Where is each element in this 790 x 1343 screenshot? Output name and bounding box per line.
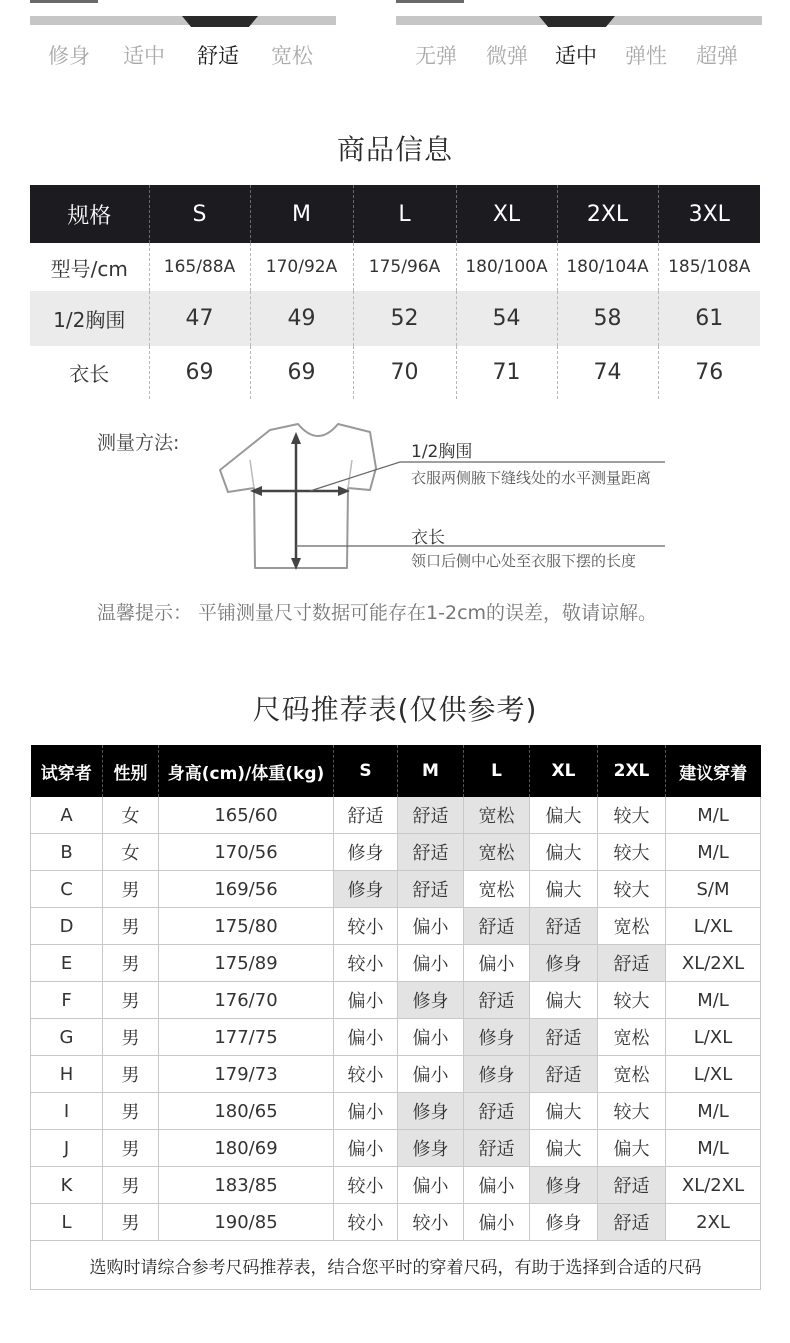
header-cell: 性别 (103, 745, 159, 797)
product-info-table (30, 185, 760, 399)
fit-cell: 较大 (598, 834, 666, 871)
row-label: 型号/cm (50, 256, 128, 281)
gender-cell: 男 (103, 908, 159, 945)
gender-cell: 男 (103, 1167, 159, 1204)
fit-cell: 偏小 (464, 945, 530, 982)
fit-cell: 舒适 (334, 797, 398, 834)
scale-bar (30, 16, 336, 25)
fit-cell: 偏小 (398, 1019, 464, 1056)
gender-cell: 男 (103, 1019, 159, 1056)
height-weight-cell: 183/85 (159, 1167, 334, 1204)
fit-cell: 舒适 (464, 982, 530, 1019)
fit-cell: 较大 (598, 982, 666, 1019)
height-weight-cell: 169/56 (159, 871, 334, 908)
tester-id-cell: A (31, 797, 103, 834)
fit-cell: 宽松 (598, 1019, 666, 1056)
scale-marker (182, 16, 258, 27)
row-label: 衣长 (69, 362, 110, 386)
table-cell: 71 (456, 346, 557, 399)
fit-cell: 宽松 (464, 834, 530, 871)
table-cell: 185/108A (658, 243, 760, 291)
gender-cell: 女 (103, 834, 159, 871)
fit-cell: 偏小 (464, 1167, 530, 1204)
fit-cell: 舒适 (398, 834, 464, 871)
table-row (31, 908, 761, 945)
table-row (30, 243, 760, 291)
fit-scale-cut (30, 0, 336, 80)
fit-cell: 舒适 (398, 797, 464, 834)
header-cell: M (398, 745, 464, 797)
fit-cell: 较大 (598, 871, 666, 908)
recommendation-rows (31, 797, 761, 1241)
header-cell: XL (456, 185, 557, 243)
header-cell: M (250, 185, 353, 243)
fit-cell: 修身 (334, 834, 398, 871)
fit-cell: 舒适 (464, 1093, 530, 1130)
scale-option: 适中 (123, 44, 165, 68)
tester-id-cell: L (31, 1204, 103, 1241)
suggested-size-cell: L/XL (666, 908, 761, 945)
header-cell: XL (530, 745, 598, 797)
scale-option-selected: 舒适 (197, 44, 239, 68)
fit-cell: 修身 (464, 1056, 530, 1093)
table-cell: 47 (149, 291, 250, 346)
fit-cell: 舒适 (464, 1130, 530, 1167)
height-weight-cell: 175/80 (159, 908, 334, 945)
fit-cell: 舒适 (398, 871, 464, 908)
suggested-size-cell: L/XL (666, 1056, 761, 1093)
scale-option: 弹性 (625, 44, 667, 68)
height-weight-cell: 180/65 (159, 1093, 334, 1130)
gender-cell: 男 (103, 982, 159, 1019)
fit-cell: 修身 (398, 1130, 464, 1167)
tester-id-cell: C (31, 871, 103, 908)
scale-option-selected: 适中 (555, 44, 597, 68)
header-cell: 3XL (658, 185, 760, 243)
table-cell: 69 (250, 346, 353, 399)
fit-cell: 修身 (530, 1204, 598, 1241)
tester-id-cell: G (31, 1019, 103, 1056)
recommendation-note-row (31, 1241, 761, 1290)
tester-id-cell: I (31, 1093, 103, 1130)
scale-option: 宽松 (271, 44, 313, 68)
height-weight-cell: 176/70 (159, 982, 334, 1019)
suggested-size-cell: 2XL (666, 1204, 761, 1241)
fit-cell: 偏小 (334, 1130, 398, 1167)
recommendation-title: 尺码推荐表(仅供参考) (252, 693, 538, 726)
length-callout-desc: 领口后侧中心处至衣服下摆的长度 (411, 552, 637, 570)
header-cell: 试穿者 (31, 745, 103, 797)
fit-cell: 舒适 (530, 1056, 598, 1093)
table-row (30, 291, 760, 346)
measurement-tip: 温馨提示： 平铺测量尺寸数据可能存在1-2cm的误差，敬请谅解。 (97, 602, 658, 624)
tester-id-cell: K (31, 1167, 103, 1204)
height-weight-cell: 180/69 (159, 1130, 334, 1167)
height-weight-cell: 177/75 (159, 1019, 334, 1056)
table-header-row (30, 185, 760, 243)
suggested-size-cell: M/L (666, 1130, 761, 1167)
fit-cell: 偏小 (334, 1093, 398, 1130)
fit-cell: 较小 (334, 1056, 398, 1093)
table-cell: 70 (353, 346, 456, 399)
table-cell: 180/104A (557, 243, 658, 291)
table-header-row (31, 745, 761, 797)
product-info-title: 商品信息 (336, 133, 453, 166)
gender-cell: 男 (103, 1204, 159, 1241)
tester-id-cell: B (31, 834, 103, 871)
fit-cell: 较小 (334, 1167, 398, 1204)
header-cell: 建议穿着 (666, 745, 761, 797)
suggested-size-cell: S/M (666, 871, 761, 908)
fit-cell: 偏小 (398, 1167, 464, 1204)
table-cell: 180/100A (456, 243, 557, 291)
gender-cell: 男 (103, 1056, 159, 1093)
header-cell: S (149, 185, 250, 243)
fit-cell: 较大 (598, 797, 666, 834)
height-weight-cell: 175/89 (159, 945, 334, 982)
height-weight-cell: 170/56 (159, 834, 334, 871)
scale-option: 无弹 (415, 44, 457, 68)
table-row (31, 797, 761, 834)
gender-cell: 男 (103, 871, 159, 908)
height-weight-cell: 190/85 (159, 1204, 334, 1241)
fit-cell: 修身 (398, 982, 464, 1019)
table-cell: 175/96A (353, 243, 456, 291)
tester-id-cell: J (31, 1130, 103, 1167)
fit-cell: 偏大 (530, 834, 598, 871)
fit-cell: 偏小 (398, 945, 464, 982)
fit-cell: 偏小 (398, 1056, 464, 1093)
fit-cell: 偏小 (334, 982, 398, 1019)
scale-option: 微弹 (486, 44, 528, 68)
table-cell: 165/88A (149, 243, 250, 291)
tester-id-cell: E (31, 945, 103, 982)
tester-id-cell: D (31, 908, 103, 945)
fit-cell: 较小 (334, 945, 398, 982)
fit-cell: 宽松 (598, 908, 666, 945)
fit-cell: 宽松 (464, 871, 530, 908)
scale-top-tick (396, 0, 464, 3)
table-cell: 61 (658, 291, 760, 346)
fit-cell: 较小 (334, 908, 398, 945)
header-cell: 身高(cm)/体重(kg) (159, 745, 334, 797)
table-row (31, 1167, 761, 1204)
table-row (31, 1019, 761, 1056)
fit-cell: 修身 (464, 1019, 530, 1056)
gender-cell: 男 (103, 1093, 159, 1130)
table-row (31, 945, 761, 982)
suggested-size-cell: M/L (666, 834, 761, 871)
measure-method-label: 测量方法: (97, 432, 180, 454)
fit-cell: 偏大 (530, 1093, 598, 1130)
tester-id-cell: H (31, 1056, 103, 1093)
fit-cell: 舒适 (598, 1204, 666, 1241)
fit-cell: 偏大 (530, 797, 598, 834)
fit-cell: 偏小 (464, 1204, 530, 1241)
length-callout-title: 衣长 (411, 528, 445, 548)
height-weight-cell: 165/60 (159, 797, 334, 834)
table-cell: 58 (557, 291, 658, 346)
gender-cell: 男 (103, 945, 159, 982)
scale-top-tick (30, 0, 98, 3)
fit-cell: 偏小 (398, 908, 464, 945)
tester-id-cell: F (31, 982, 103, 1019)
fit-cell: 修身 (398, 1093, 464, 1130)
table-cell: 76 (658, 346, 760, 399)
table-cell: 54 (456, 291, 557, 346)
fit-cell: 舒适 (598, 945, 666, 982)
fit-cell: 偏大 (530, 871, 598, 908)
fit-cell: 修身 (530, 1167, 598, 1204)
fit-cell: 偏小 (334, 1019, 398, 1056)
table-cell: 69 (149, 346, 250, 399)
fit-cell: 宽松 (464, 797, 530, 834)
header-cell: L (353, 185, 456, 243)
gender-cell: 男 (103, 1130, 159, 1167)
suggested-size-cell: L/XL (666, 1019, 761, 1056)
table-cell: 52 (353, 291, 456, 346)
scale-option: 超弹 (696, 44, 738, 68)
suggested-size-cell: M/L (666, 797, 761, 834)
fit-cell: 偏大 (598, 1130, 666, 1167)
table-row (31, 1130, 761, 1167)
table-row (31, 1056, 761, 1093)
fit-scale-stretch (396, 0, 762, 80)
gender-cell: 女 (103, 797, 159, 834)
table-row (31, 982, 761, 1019)
fit-cell: 偏大 (530, 1130, 598, 1167)
chest-callout-title: 1/2胸围 (411, 442, 473, 462)
table-cell: 74 (557, 346, 658, 399)
fit-cell: 较小 (398, 1204, 464, 1241)
fit-cell: 较小 (334, 1204, 398, 1241)
table-cell: 170/92A (250, 243, 353, 291)
fit-cell: 宽松 (598, 1056, 666, 1093)
scale-marker (539, 16, 615, 27)
fit-cell: 修身 (334, 871, 398, 908)
fit-cell: 较大 (598, 1093, 666, 1130)
fit-cell: 舒适 (530, 908, 598, 945)
header-cell: 2XL (557, 185, 658, 243)
header-cell: S (334, 745, 398, 797)
scale-option: 修身 (48, 44, 90, 68)
header-cell: L (464, 745, 530, 797)
table-cell: 49 (250, 291, 353, 346)
fit-cell: 舒适 (464, 908, 530, 945)
chest-callout-desc: 衣服两侧腋下缝线处的水平测量距离 (411, 469, 652, 487)
suggested-size-cell: M/L (666, 1093, 761, 1130)
header-cell: 2XL (598, 745, 666, 797)
table-row (31, 1093, 761, 1130)
size-recommendation-table (30, 745, 761, 1290)
fit-cell: 修身 (530, 945, 598, 982)
fit-cell: 舒适 (598, 1167, 666, 1204)
header-cell: 规格 (30, 185, 149, 243)
fit-cell: 舒适 (530, 1019, 598, 1056)
table-row (30, 346, 760, 399)
table-row (31, 871, 761, 908)
table-row (31, 1204, 761, 1241)
fit-cell: 偏大 (530, 982, 598, 1019)
suggested-size-cell: XL/2XL (666, 1167, 761, 1204)
row-label: 1/2胸围 (30, 291, 149, 346)
suggested-size-cell: M/L (666, 982, 761, 1019)
height-weight-cell: 179/73 (159, 1056, 334, 1093)
table-row (31, 834, 761, 871)
recommendation-note: 选购时请综合参考尺码推荐表，结合您平时的穿着尺码，有助于选择到合适的尺码 (31, 1241, 761, 1290)
suggested-size-cell: XL/2XL (666, 945, 761, 982)
